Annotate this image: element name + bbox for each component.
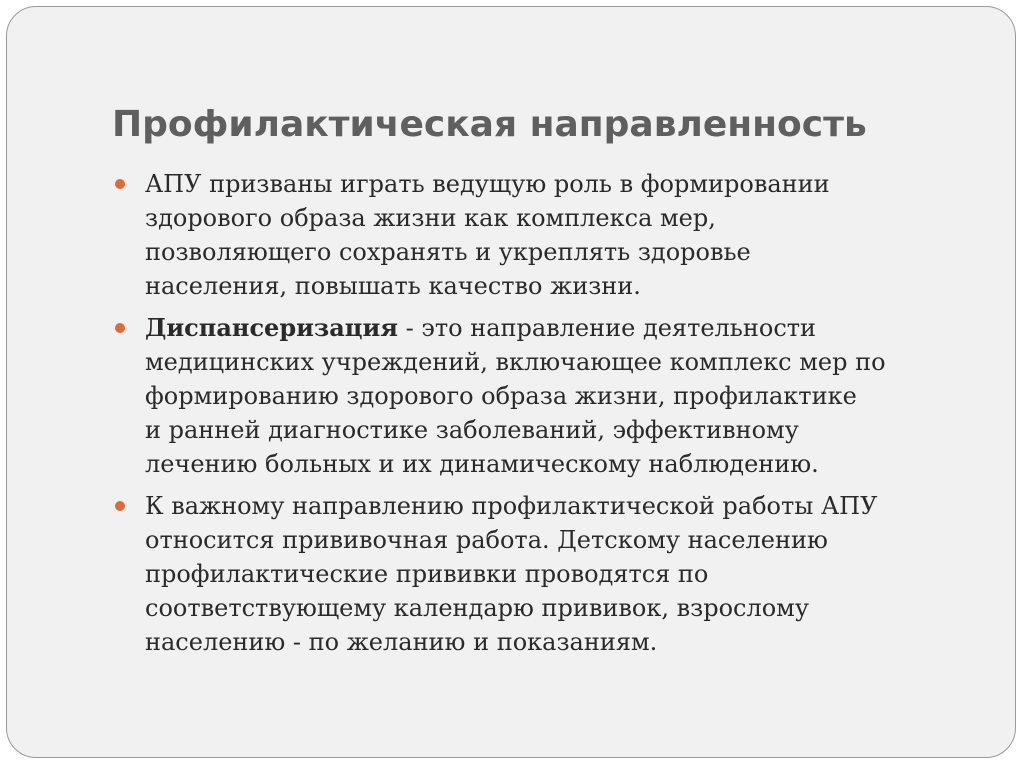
term-definition-start: - это направление деятельности <box>398 314 817 342</box>
term-dispanserizatsiya: Диспансеризация <box>145 313 399 342</box>
bullet-line: населения, повышать качество жизни. <box>145 272 641 300</box>
bullet-line: относится прививочная работа. Детскому населению <box>145 526 828 554</box>
bullet-list <box>112 167 992 667</box>
bullet-line: и ранней диагностике заболеваний, эффективному <box>145 416 799 444</box>
bullet-item-2 <box>112 311 992 481</box>
bullet-line: медицинских учреждений, включающее комплекс мер по <box>145 348 886 376</box>
bullet-item-1 <box>112 167 992 303</box>
slide <box>6 6 1016 758</box>
bullet-line: соответствующему календарю прививок, взрослому <box>145 594 809 622</box>
bullet-line: позволяющего сохранять и укреплять здоровье <box>145 238 751 266</box>
bullet-dot-icon <box>115 323 125 333</box>
bullet-line: здорового образа жизни как комплекса мер, <box>145 204 716 232</box>
bullet-line: лечению больных и их динамическому наблюдению. <box>145 450 819 478</box>
bullet-line <box>145 311 992 345</box>
bullet-line: населению - по желанию и показаниям. <box>145 628 658 656</box>
bullet-line: профилактические прививки проводятся по <box>145 560 709 588</box>
bullet-line: АПУ призваны играть ведущую роль в формировании <box>145 170 830 198</box>
bullet-dot-icon <box>115 179 125 189</box>
bullet-item-3 <box>112 489 992 659</box>
bullet-dot-icon <box>115 501 125 511</box>
bullet-line: К важному направлению профилактической работы АПУ <box>145 492 878 520</box>
slide-title: Профилактическая направленность <box>112 104 867 145</box>
bullet-line: формированию здорового образа жизни, профилактике <box>145 382 857 410</box>
